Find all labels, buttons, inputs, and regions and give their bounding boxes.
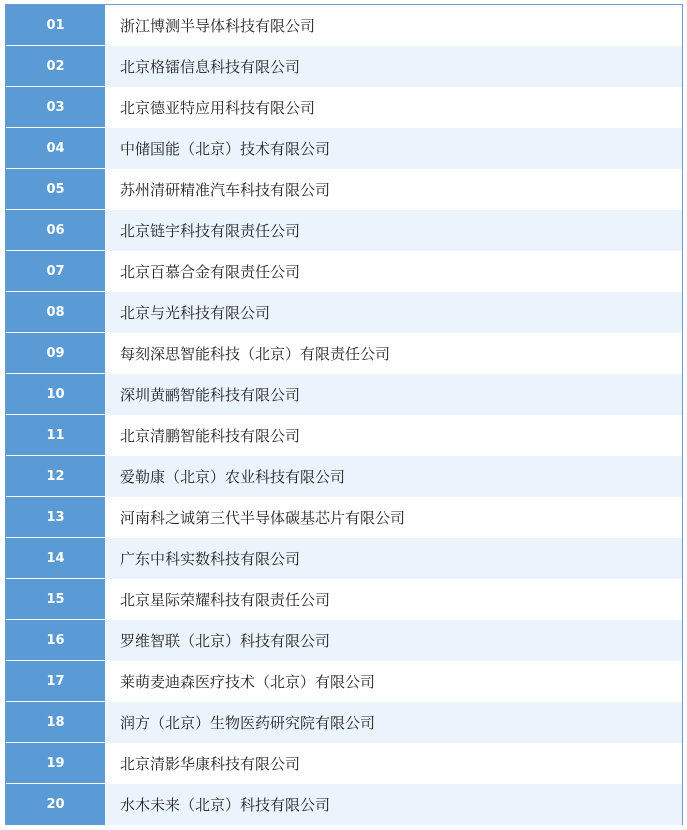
company-name: 苏州清研精准汽车科技有限公司 [105,169,682,210]
row-number: 19 [6,743,105,784]
company-name: 北京德亚特应用科技有限公司 [105,87,682,128]
company-name: 润方（北京）生物医药研究院有限公司 [105,702,682,743]
table-row [6,415,682,456]
table-row [6,87,682,128]
row-number: 03 [6,87,105,128]
company-name: 北京百慕合金有限责任公司 [105,251,682,292]
row-number: 08 [6,292,105,333]
table-row [6,456,682,497]
table-row [6,46,682,87]
table-row [6,210,682,251]
company-name: 北京星际荣耀科技有限责任公司 [105,579,682,620]
row-number: 01 [6,5,105,46]
company-name: 深圳黄鹂智能科技有限公司 [105,374,682,415]
row-number: 12 [6,456,105,497]
table-row [6,5,682,46]
row-number: 15 [6,579,105,620]
table-row [6,292,682,333]
row-number: 10 [6,374,105,415]
company-name: 河南科之诚第三代半导体碳基芯片有限公司 [105,497,682,538]
table-row [6,784,682,825]
company-name: 北京与光科技有限公司 [105,292,682,333]
table-row [6,128,682,169]
company-name: 莱萌麦迪森医疗技术（北京）有限公司 [105,661,682,702]
table-row [6,702,682,743]
company-name: 每刻深思智能科技（北京）有限责任公司 [105,333,682,374]
row-number: 13 [6,497,105,538]
company-name: 罗维智联（北京）科技有限公司 [105,620,682,661]
row-number: 07 [6,251,105,292]
table-row [6,538,682,579]
table-row [6,169,682,210]
table-row [6,374,682,415]
row-number: 04 [6,128,105,169]
company-list-table [5,4,683,825]
row-number: 20 [6,784,105,825]
company-name: 中储国能（北京）技术有限公司 [105,128,682,169]
table-row [6,620,682,661]
table-row [6,661,682,702]
company-name: 浙江博测半导体科技有限公司 [105,5,682,46]
table-row [6,497,682,538]
company-name: 北京清影华康科技有限公司 [105,743,682,784]
row-number: 09 [6,333,105,374]
company-name: 北京格镭信息科技有限公司 [105,46,682,87]
company-name: 爱勒康（北京）农业科技有限公司 [105,456,682,497]
row-number: 02 [6,46,105,87]
company-name: 北京清鹏智能科技有限公司 [105,415,682,456]
row-number: 14 [6,538,105,579]
company-name: 北京链宇科技有限责任公司 [105,210,682,251]
row-number: 06 [6,210,105,251]
table-row [6,333,682,374]
company-name: 水木未来（北京）科技有限公司 [105,784,682,825]
row-number: 18 [6,702,105,743]
company-name: 广东中科实数科技有限公司 [105,538,682,579]
table-row [6,743,682,784]
row-number: 16 [6,620,105,661]
table-row [6,251,682,292]
row-number: 05 [6,169,105,210]
row-number: 11 [6,415,105,456]
table-row [6,579,682,620]
row-number: 17 [6,661,105,702]
